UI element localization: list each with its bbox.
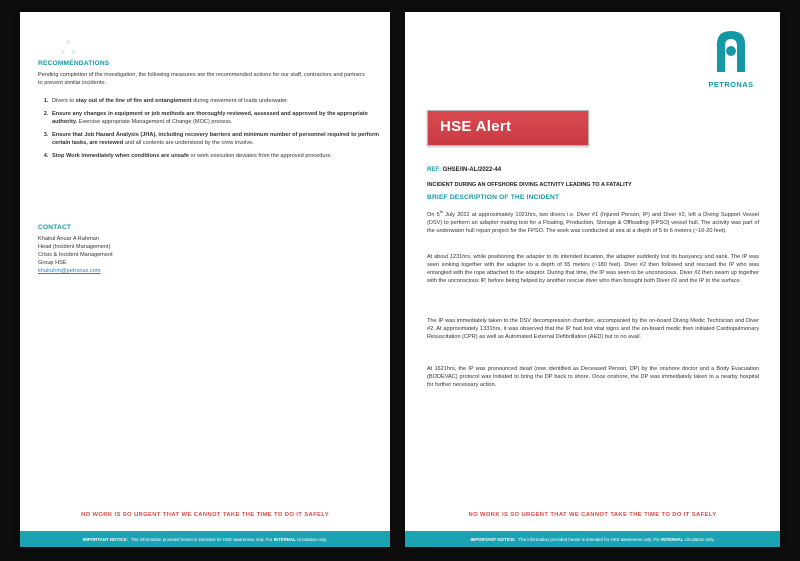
hse-alert-banner: [427, 110, 589, 146]
petronas-logo-text: PETRONAS: [708, 80, 754, 89]
watermark-logo: ∴: [60, 32, 77, 62]
right-page: [405, 12, 780, 547]
footer-notice-text: The information provided herein is intended for HSE awareness only. For INTERNAL circulation only.: [518, 536, 715, 542]
incident-title: INCIDENT DURING AN OFFSHORE DIVING ACTIVITY LEADING TO A FATALITY: [427, 182, 632, 188]
footer-notice-bar: [20, 531, 390, 547]
recommendations-intro: Pending completion of the investigation, the following measures are the recommended actions for our staff, contractors and partners to prevent similar incidents:: [38, 72, 365, 86]
left-page: [20, 12, 390, 547]
contact-email-link[interactable]: khairulrm@petronas.com: [38, 268, 101, 274]
incident-paragraph-4: At 1621hrs, the IP was pronounced dead (now identified as Deceased Person, DP) by the onshore doctor and a Body Evacuation (BODEVAC) protocol was initiated to bring the DP back to shore. Once onshore, the DP was immediately taken to a nearby hospital for further necessary action.: [427, 366, 759, 388]
contact-heading: CONTACT: [38, 224, 72, 231]
safety-slogan: NO WORK IS SO URGENT THAT WE CANNOT TAKE THE TIME TO DO IT SAFELY: [81, 512, 329, 518]
incident-paragraph-2: At about 1231hrs, while positioning the adapter to its intended location, the adapter suddenly lost its buoyancy and sank. The IP was seen sinking together with the adapter to a depth of 55 meters (~180 feet). Diver #2 then followed and rescued the IP who was entangled with the rope attached to the adaptor. During that time, the IP was seen to be unconscious. Diver #2 then swam up together with the unconscious IP, before being helped by another rescue diver who then brought both Diver #2 and the IP to the surface.: [427, 254, 759, 284]
recommendations-list: [38, 98, 382, 166]
contact-name: Khairul Anuar A Rahman: [38, 236, 99, 242]
petronas-emblem-icon: [709, 28, 753, 74]
recommendations-heading: RECOMMENDATIONS: [38, 60, 110, 67]
contact-department: Crisis & Incident Management: [38, 252, 113, 258]
recommendation-item: 4. Stop Work immediately when conditions are unsafe or work execution deviates from the approved procedure.: [50, 153, 382, 161]
recommendation-item: 1. Divers to stay out of the line of fire and entanglement during movement of loads underwater.: [50, 98, 382, 106]
contact-group: Group HSE: [38, 260, 67, 266]
incident-paragraph-3: The IP was immediately taken to the DSV decompression chamber, accompanied by the on-board Diving Medic Technician and Diver #2. At approximately 1331hrs, it was observed that the IP had lost vital signs and the on-board medic then initiated Cardiopulmonary Resuscitation (CPR) as well as Automated External Defibrillation (AED) but to no avail.: [427, 318, 759, 340]
footer-notice-label: IMPORTANT NOTICE:: [82, 536, 128, 542]
incident-paragraph-1: On 5th July 2022 at approximately 1021hrs, two divers i.e. Diver #1 (Injured Person, IP) and Diver #2, left a Diving Support Vessel (DSV) to perform an adapter mating test for a Floating, Production, Storage & Offloading (FPSO) vessel hull. The activity was part of the underwater hull repair project for the FPSO. The work was conducted at sea at a depth of 5 to 6 meters (~16-20 feet).: [427, 209, 759, 234]
hse-alert-title: HSE Alert: [440, 118, 512, 135]
reference-number: REF: GHSE/IN-AL/2022-44: [427, 167, 502, 173]
footer-notice-label: IMPORTANT NOTICE:: [470, 536, 516, 542]
footer-notice-text: The information provided herein is intended for HSE awareness only. For INTERNAL circulation only.: [130, 536, 328, 542]
recommendation-item: 3. Ensure that Job Hazard Analysis (JHA), including recovery barriers and minimum number of personnel required to perform certain tasks, are reviewed and all contents are understood by the crew involve.: [50, 132, 382, 148]
brief-description-heading: BRIEF DESCRIPTION OF THE INCIDENT: [427, 194, 560, 201]
recommendation-item: 2. Ensure any changes in equipment or job methods are thoroughly reviewed, assessed and approved by the appropriate authority. Exercise appropriate Management of Change (MOC) process.: [50, 111, 382, 127]
safety-slogan: NO WORK IS SO URGENT THAT WE CANNOT TAKE THE TIME TO DO IT SAFELY: [468, 512, 717, 518]
petronas-logo: [700, 28, 762, 89]
footer-notice-bar: [405, 531, 780, 547]
contact-title: Head (Incident Management): [38, 244, 111, 250]
